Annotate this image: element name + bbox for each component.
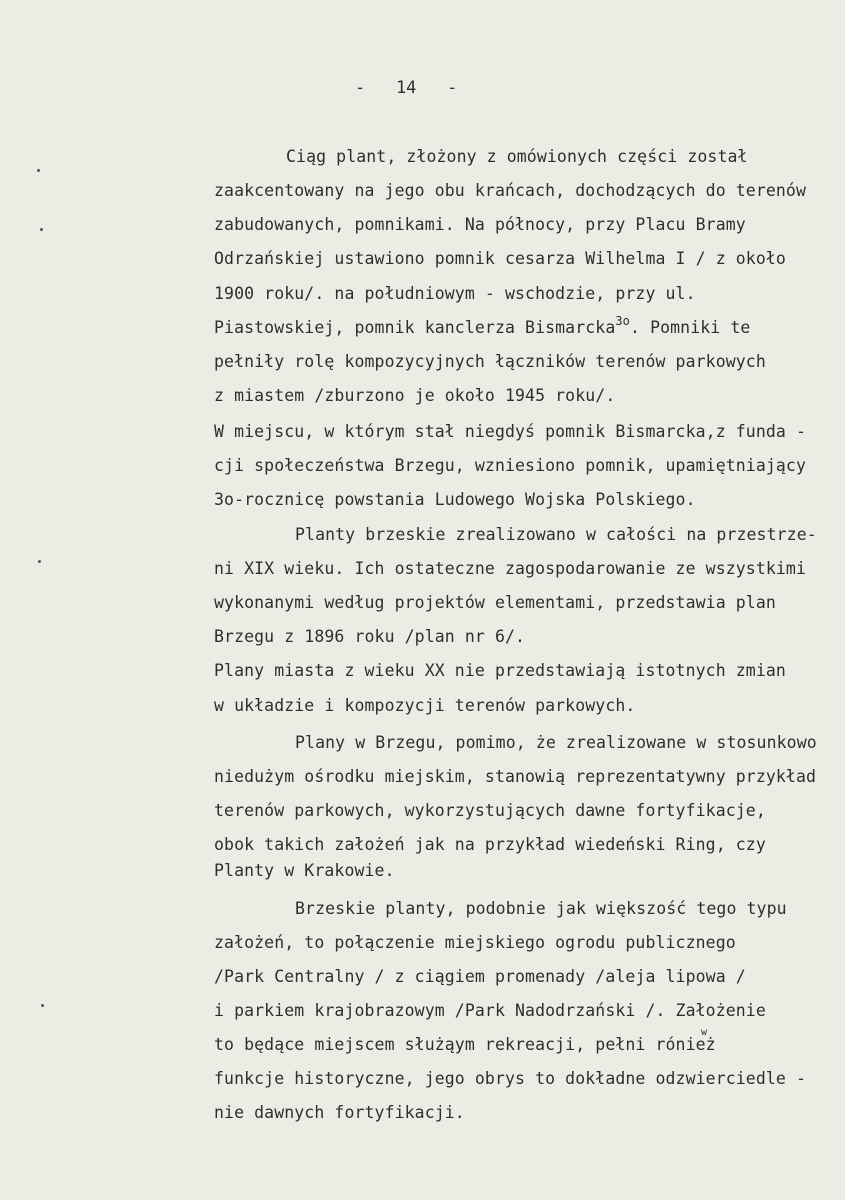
inserted-letter: w [701, 1027, 708, 1038]
text-line-17: w układzie i kompozycji terenów parkowych. [214, 696, 636, 715]
text-line-3: zabudowanych, pomnikami. Na północy, przy Placu Bramy [214, 215, 746, 234]
footnote-reference: 3o [615, 313, 631, 328]
text-line-27 [214, 1027, 814, 1055]
text-line-29: nie dawnych fortyfikacji. [214, 1103, 465, 1122]
text-line-4: Odrzańskiej ustawiono pomnik cesarza Wilhelma I / z około [214, 249, 786, 268]
text-line-21: obok takich założeń jak na przykład wiedeński Ring, czy [214, 835, 766, 854]
text-line-16: Plany miasta z wieku XX nie przedstawiają istotnych zmian [214, 661, 786, 680]
text-line-11: 3o-rocznicę powstania Ludowego Wojska Polskiego. [214, 490, 696, 509]
text-line-6-part-2: . Pomniki te [630, 318, 751, 337]
text-line-19: niedużym ośrodku miejskim, stanowią reprezentatywny przykład [214, 767, 817, 786]
text-line-25: /Park Centralny / z ciągiem promenady /aleja lipowa / [214, 967, 746, 986]
text-line-7: pełniły rolę kompozycyjnych łączników terenów parkowych [214, 352, 766, 371]
text-line-20: terenów parkowych, wykorzystujących dawne fortyfikacje, [214, 801, 766, 820]
text-line-27-text: to będące miejscem służąym rekreacji, pełni rónież [214, 1035, 716, 1054]
text-line-8: z miastem /zburzono je około 1945 roku/. [214, 386, 616, 405]
text-line-23: Brzeskie planty, podobnie jak większość tego typu [295, 899, 787, 918]
text-line-6 [214, 313, 814, 338]
text-line-18: Plany w Brzegu, pomimo, że zrealizowane w stosunkowo [295, 733, 817, 752]
margin-mark [37, 169, 40, 172]
margin-mark [38, 560, 41, 563]
text-line-22: Planty w Krakowie. [214, 861, 395, 880]
text-line-5: 1900 roku/. na południowym - wschodzie, przy ul. [214, 284, 696, 303]
text-line-6-part-1: Piastowskiej, pomnik kanclerza Bismarcka [214, 318, 616, 337]
page-number: - 14 - [355, 78, 458, 98]
text-line-9: W miejscu, w którym stał niegdyś pomnik Bismarcka,z funda - [214, 422, 806, 441]
text-line-13: ni XIX wieku. Ich ostateczne zagospodarowanie ze wszystkimi [214, 559, 806, 578]
text-line-26: i parkiem krajobrazowym /Park Nadodrzański /. Założenie [214, 1001, 766, 1020]
text-line-24: założeń, to połączenie miejskiego ogrodu publicznego [214, 933, 736, 952]
text-line-15: Brzegu z 1896 roku /plan nr 6/. [214, 627, 526, 646]
text-line-2: zaakcentowany na jego obu krańcach, dochodzących do terenów [214, 181, 806, 200]
margin-mark [40, 228, 43, 231]
text-line-12: Planty brzeskie zrealizowano w całości na przestrze- [295, 525, 817, 544]
text-line-1: Ciąg plant, złożony z omówionych części został [286, 147, 748, 166]
margin-mark [41, 1004, 44, 1007]
text-line-10: cji społeczeństwa Brzegu, wzniesiono pomnik, upamiętniający [214, 456, 806, 475]
text-line-28: funkcje historyczne, jego obrys to dokładne odzwierciedle - [214, 1069, 806, 1088]
text-line-14: wykonanymi według projektów elementami, przedstawia plan [214, 593, 776, 612]
